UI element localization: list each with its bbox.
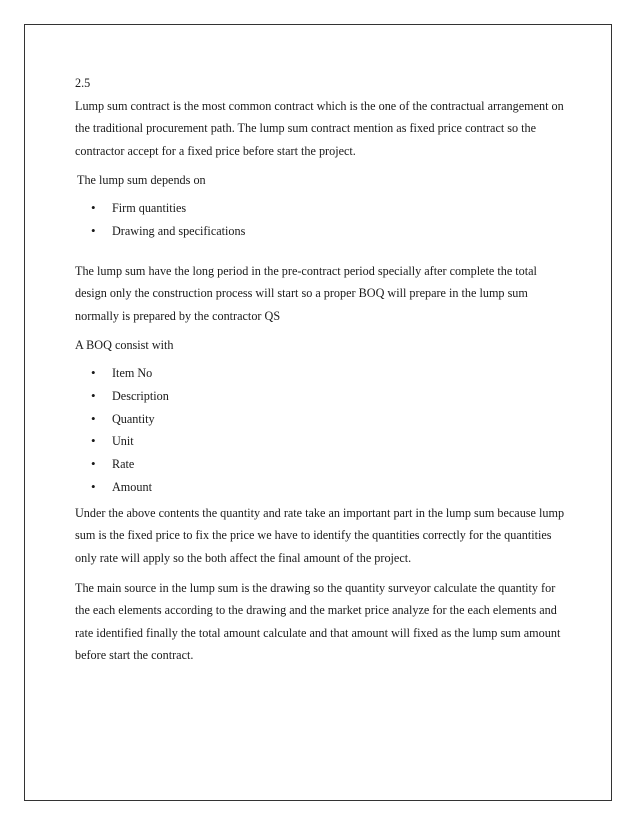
source-paragraph: The main source in the lump sum is the drawing so the quantity surveyor calculate the quantity for the each elements according to the drawing and the market price analyze for the each elements and rate identified finally the total amount calculate and that amount will fixed as the lump sum amount before start the contract. bbox=[75, 580, 561, 663]
list-item: • Quantity bbox=[75, 408, 565, 431]
list-item: • Unit bbox=[75, 430, 565, 453]
depends-label: The lump sum depends on bbox=[77, 173, 206, 188]
section-number: 2.5 bbox=[75, 76, 91, 90]
list-item: • Description bbox=[75, 385, 565, 408]
document-body bbox=[75, 72, 565, 667]
list-item: • Amount bbox=[75, 476, 565, 499]
precontract-paragraph: The lump sum have the long period in the pre-contract period specially after complete the total design only the construction process will start so a proper BOQ will prepare in the lump sum normally is prepared by the contractor QS bbox=[75, 263, 537, 323]
depends-list bbox=[75, 197, 565, 243]
list-item: • Firm quantities bbox=[75, 197, 565, 220]
contents-paragraph: Under the above contents the quantity and rate take an important part in the lump sum because lump sum is the fixed price to fix the price we have to identify the quantities correctly for the quantities only rate will apply so the both affect the final amount of the project. bbox=[75, 505, 565, 565]
list-item: • Item No bbox=[75, 362, 565, 385]
boq-label: A BOQ consist with bbox=[75, 338, 174, 353]
list-item: • Rate bbox=[75, 453, 565, 476]
boq-list bbox=[75, 362, 565, 499]
intro-paragraph: Lump sum contract is the most common contract which is the one of the contractual arrangement on the traditional procurement path. The lump sum contract mention as fixed price contract so the contractor accept for a fixed price before start the project. bbox=[75, 98, 564, 158]
list-item: • Drawing and specifications bbox=[75, 220, 565, 243]
